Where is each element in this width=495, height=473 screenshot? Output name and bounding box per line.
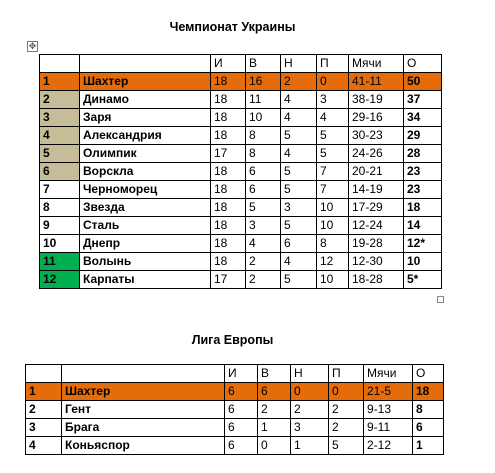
table-row bbox=[40, 235, 442, 253]
table-row bbox=[40, 181, 442, 199]
position-cell: 9 bbox=[40, 217, 80, 235]
goals-cell: 18-28 bbox=[349, 271, 404, 289]
goals-cell: 19-28 bbox=[349, 235, 404, 253]
header-cell: Н bbox=[291, 365, 329, 383]
goals-cell: 14-19 bbox=[349, 181, 404, 199]
header-cell: О bbox=[413, 365, 444, 383]
draws-cell: 4 bbox=[281, 253, 317, 271]
table-row bbox=[40, 199, 442, 217]
points-cell: 14 bbox=[404, 217, 442, 235]
header-row bbox=[40, 55, 442, 73]
header-cell: В bbox=[246, 55, 281, 73]
losses-cell: 0 bbox=[329, 383, 364, 401]
europa-title: Лига Европы bbox=[191, 333, 274, 347]
championship-table bbox=[39, 54, 442, 289]
position-cell: 5 bbox=[40, 145, 80, 163]
header-cell: П bbox=[317, 55, 349, 73]
team-cell: Карпаты bbox=[80, 271, 211, 289]
wins-cell: 8 bbox=[246, 127, 281, 145]
draws-cell: 5 bbox=[281, 181, 317, 199]
table-row bbox=[40, 271, 442, 289]
points-cell: 37 bbox=[404, 91, 442, 109]
games-cell: 18 bbox=[211, 109, 246, 127]
table-row bbox=[40, 127, 442, 145]
draws-cell: 5 bbox=[281, 271, 317, 289]
position-cell: 4 bbox=[26, 437, 62, 455]
losses-cell: 12 bbox=[317, 253, 349, 271]
team-cell: Шахтер bbox=[80, 73, 211, 91]
games-cell: 17 bbox=[211, 271, 246, 289]
losses-cell: 5 bbox=[317, 145, 349, 163]
draws-cell: 2 bbox=[281, 73, 317, 91]
goals-cell: 41-11 bbox=[349, 73, 404, 91]
games-cell: 18 bbox=[211, 181, 246, 199]
games-cell: 18 bbox=[211, 253, 246, 271]
wins-cell: 4 bbox=[246, 235, 281, 253]
team-cell: Шахтер bbox=[62, 383, 225, 401]
games-cell: 18 bbox=[211, 235, 246, 253]
table-row bbox=[40, 145, 442, 163]
wins-cell: 1 bbox=[258, 419, 291, 437]
position-cell: 2 bbox=[40, 91, 80, 109]
wins-cell: 6 bbox=[246, 163, 281, 181]
team-cell: Брага bbox=[62, 419, 225, 437]
games-cell: 6 bbox=[225, 401, 258, 419]
points-cell: 23 bbox=[404, 163, 442, 181]
header-cell: И bbox=[211, 55, 246, 73]
wins-cell: 2 bbox=[246, 271, 281, 289]
draws-cell: 5 bbox=[281, 127, 317, 145]
header-cell bbox=[80, 55, 211, 73]
team-cell: Александрия bbox=[80, 127, 211, 145]
draws-cell: 3 bbox=[291, 419, 329, 437]
points-cell: 5* bbox=[404, 271, 442, 289]
header-cell: П bbox=[329, 365, 364, 383]
team-cell: Коньяспор bbox=[62, 437, 225, 455]
points-cell: 6 bbox=[413, 419, 444, 437]
games-cell: 18 bbox=[211, 217, 246, 235]
team-cell: Днепр bbox=[80, 235, 211, 253]
team-cell: Волынь bbox=[80, 253, 211, 271]
draws-cell: 5 bbox=[281, 163, 317, 181]
losses-cell: 7 bbox=[317, 181, 349, 199]
header-row bbox=[26, 365, 444, 383]
losses-cell: 5 bbox=[329, 437, 364, 455]
games-cell: 18 bbox=[211, 91, 246, 109]
header-cell: О bbox=[404, 55, 442, 73]
team-cell: Ворскла bbox=[80, 163, 211, 181]
position-cell: 3 bbox=[26, 419, 62, 437]
goals-cell: 29-16 bbox=[349, 109, 404, 127]
table-row bbox=[26, 401, 444, 419]
wins-cell: 6 bbox=[246, 181, 281, 199]
goals-cell: 12-24 bbox=[349, 217, 404, 235]
wins-cell: 10 bbox=[246, 109, 281, 127]
team-cell: Звезда bbox=[80, 199, 211, 217]
draws-cell: 1 bbox=[291, 437, 329, 455]
games-cell: 6 bbox=[225, 383, 258, 401]
points-cell: 10 bbox=[404, 253, 442, 271]
goals-cell: 21-5 bbox=[364, 383, 413, 401]
team-cell: Гент bbox=[62, 401, 225, 419]
losses-cell: 5 bbox=[317, 127, 349, 145]
goals-cell: 2-12 bbox=[364, 437, 413, 455]
goals-cell: 38-19 bbox=[349, 91, 404, 109]
wins-cell: 2 bbox=[258, 401, 291, 419]
losses-cell: 10 bbox=[317, 217, 349, 235]
games-cell: 18 bbox=[211, 73, 246, 91]
draws-cell: 4 bbox=[281, 109, 317, 127]
draws-cell: 4 bbox=[281, 145, 317, 163]
points-cell: 34 bbox=[404, 109, 442, 127]
header-cell: В bbox=[258, 365, 291, 383]
losses-cell: 10 bbox=[317, 271, 349, 289]
team-cell: Олимпик bbox=[80, 145, 211, 163]
team-cell: Черноморец bbox=[80, 181, 211, 199]
games-cell: 18 bbox=[211, 199, 246, 217]
draws-cell: 2 bbox=[291, 401, 329, 419]
losses-cell: 3 bbox=[317, 91, 349, 109]
header-cell bbox=[26, 365, 62, 383]
losses-cell: 8 bbox=[317, 235, 349, 253]
position-cell: 8 bbox=[40, 199, 80, 217]
position-cell: 6 bbox=[40, 163, 80, 181]
draws-cell: 4 bbox=[281, 91, 317, 109]
position-cell: 1 bbox=[26, 383, 62, 401]
goals-cell: 12-30 bbox=[349, 253, 404, 271]
table-row bbox=[26, 437, 444, 455]
championship-title: Чемпионат Украины bbox=[169, 20, 296, 34]
team-cell: Динамо bbox=[80, 91, 211, 109]
table-row bbox=[40, 163, 442, 181]
points-cell: 23 bbox=[404, 181, 442, 199]
header-cell: Н bbox=[281, 55, 317, 73]
points-cell: 8 bbox=[413, 401, 444, 419]
points-cell: 28 bbox=[404, 145, 442, 163]
position-cell: 1 bbox=[40, 73, 80, 91]
points-cell: 18 bbox=[413, 383, 444, 401]
goals-cell: 9-13 bbox=[364, 401, 413, 419]
position-cell: 7 bbox=[40, 181, 80, 199]
table-row bbox=[40, 253, 442, 271]
losses-cell: 0 bbox=[317, 73, 349, 91]
goals-cell: 24-26 bbox=[349, 145, 404, 163]
wins-cell: 0 bbox=[258, 437, 291, 455]
table-resize-handle-icon[interactable] bbox=[437, 296, 444, 303]
points-cell: 18 bbox=[404, 199, 442, 217]
games-cell: 17 bbox=[211, 145, 246, 163]
table-move-handle-icon[interactable]: ✥ bbox=[28, 41, 37, 51]
table-row bbox=[40, 109, 442, 127]
header-cell: Мячи bbox=[349, 55, 404, 73]
losses-cell: 2 bbox=[329, 401, 364, 419]
points-cell: 1 bbox=[413, 437, 444, 455]
wins-cell: 2 bbox=[246, 253, 281, 271]
goals-cell: 30-23 bbox=[349, 127, 404, 145]
games-cell: 18 bbox=[211, 163, 246, 181]
draws-cell: 6 bbox=[281, 235, 317, 253]
header-cell bbox=[62, 365, 225, 383]
wins-cell: 6 bbox=[258, 383, 291, 401]
position-cell: 4 bbox=[40, 127, 80, 145]
points-cell: 12* bbox=[404, 235, 442, 253]
games-cell: 6 bbox=[225, 419, 258, 437]
position-cell: 3 bbox=[40, 109, 80, 127]
position-cell: 2 bbox=[26, 401, 62, 419]
position-cell: 10 bbox=[40, 235, 80, 253]
losses-cell: 10 bbox=[317, 199, 349, 217]
games-cell: 6 bbox=[225, 437, 258, 455]
goals-cell: 17-29 bbox=[349, 199, 404, 217]
header-cell bbox=[40, 55, 80, 73]
team-cell: Сталь bbox=[80, 217, 211, 235]
team-cell: Заря bbox=[80, 109, 211, 127]
draws-cell: 3 bbox=[281, 199, 317, 217]
table-row bbox=[40, 217, 442, 235]
table-row bbox=[26, 383, 444, 401]
table-row bbox=[26, 419, 444, 437]
table-row bbox=[40, 91, 442, 109]
points-cell: 50 bbox=[404, 73, 442, 91]
position-cell: 12 bbox=[40, 271, 80, 289]
games-cell: 18 bbox=[211, 127, 246, 145]
points-cell: 29 bbox=[404, 127, 442, 145]
position-cell: 11 bbox=[40, 253, 80, 271]
wins-cell: 5 bbox=[246, 199, 281, 217]
draws-cell: 0 bbox=[291, 383, 329, 401]
wins-cell: 8 bbox=[246, 145, 281, 163]
goals-cell: 20-21 bbox=[349, 163, 404, 181]
wins-cell: 3 bbox=[246, 217, 281, 235]
wins-cell: 16 bbox=[246, 73, 281, 91]
header-cell: И bbox=[225, 365, 258, 383]
losses-cell: 4 bbox=[317, 109, 349, 127]
losses-cell: 2 bbox=[329, 419, 364, 437]
losses-cell: 7 bbox=[317, 163, 349, 181]
header-cell: Мячи bbox=[364, 365, 413, 383]
wins-cell: 11 bbox=[246, 91, 281, 109]
goals-cell: 9-11 bbox=[364, 419, 413, 437]
draws-cell: 5 bbox=[281, 217, 317, 235]
europa-table bbox=[25, 364, 444, 455]
table-row bbox=[40, 73, 442, 91]
